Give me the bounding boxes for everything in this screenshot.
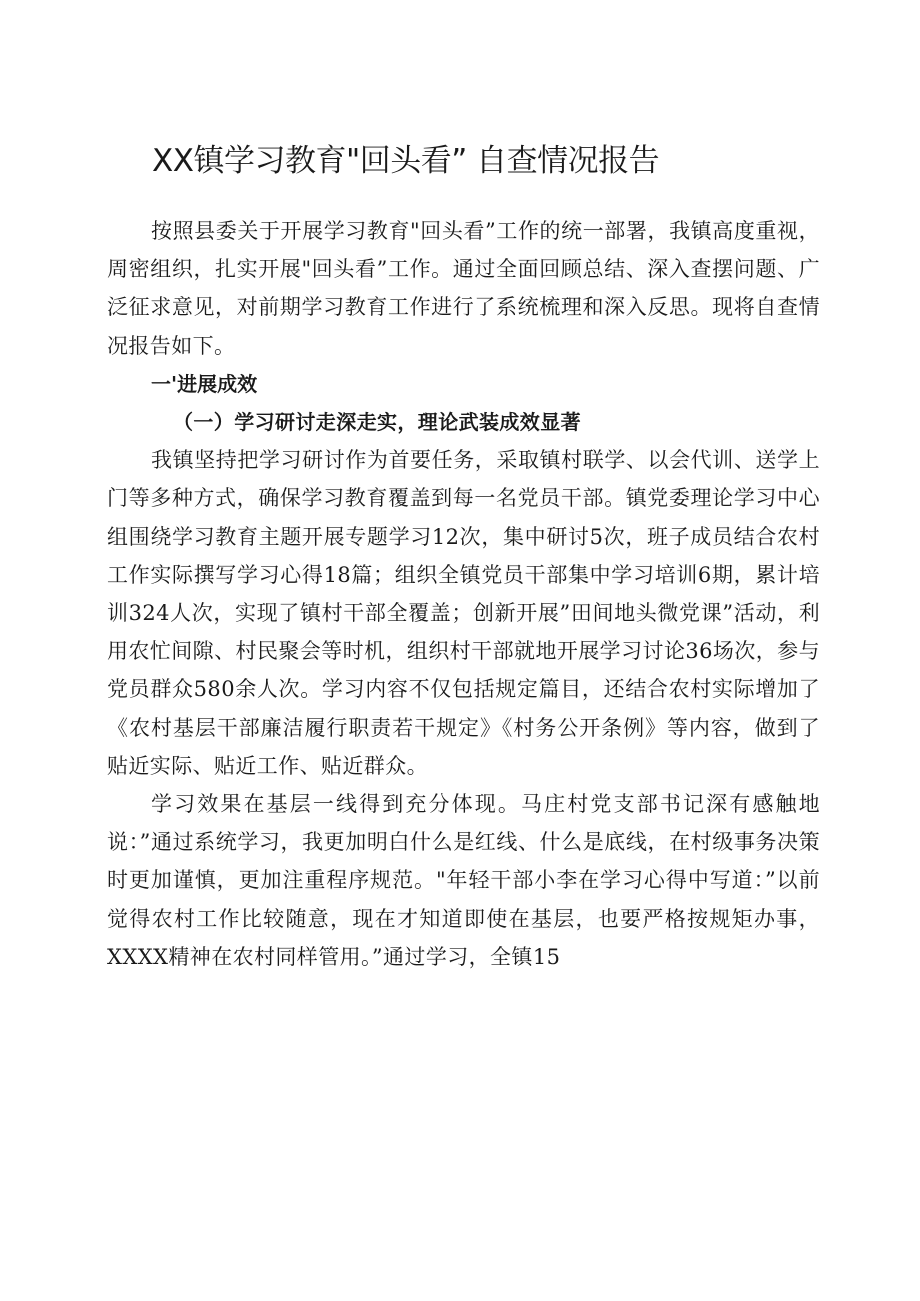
intro-paragraph: 按照县委关于开展学习教育"回头看”工作的统一部署，我镇高度重视，周密组织，扎实开展"回头看”工作。通过全面回顾总结、深入查摆问题、广泛征求意见，对前期学习教育工作进行了系统梳理和深入反思。现将自查情况报告如下。 [107, 219, 820, 358]
section-heading: 一'进展成效 [151, 371, 258, 396]
document-body [107, 212, 820, 976]
subsection-heading: （一）学习研讨走深走实，理论武装成效显著 [173, 410, 581, 435]
body-paragraph: 我镇坚持把学习研讨作为首要任务，采取镇村联学、以会代训、送学上门等多种方式，确保学习教育覆盖到每一名党员干部。镇党委理论学习中心组围绕学习教育主题开展专题学习12次，集中研讨5次，班子成员结合农村工作实际撰写学习心得18篇；组织全镇党员干部集中学习培训6期，累计培训324人次，实现了镇村干部全覆盖；创新开展”田间地头微党课”活动，利用农忙间隙、村民聚会等时机，组织村干部就地开展学习讨论36场次，参与党员群众580余人次。学习内容不仅包括规定篇目，还结合农村实际增加了《农村基层干部廉洁履行职责若干规定》《村务公开条例》等内容，做到了贴近实际、贴近工作、贴近群众。 [107, 448, 820, 778]
document-title: XX镇学习教育"回头看” 自查情况报告 [152, 143, 660, 179]
body-paragraph: 学习效果在基层一线得到充分体现。马庄村党支部书记深有感触地说：”通过系统学习，我更加明白什么是红线、什么是底线，在村级事务决策时更加谨慎，更加注重程序规范。"年轻干部小李在学习心得中写道：”以前觉得农村工作比较随意，现在才知道即使在基层，也要严格按规矩办事，XXXX精神在农村同样管用。”通过学习，全镇15 [107, 792, 820, 969]
